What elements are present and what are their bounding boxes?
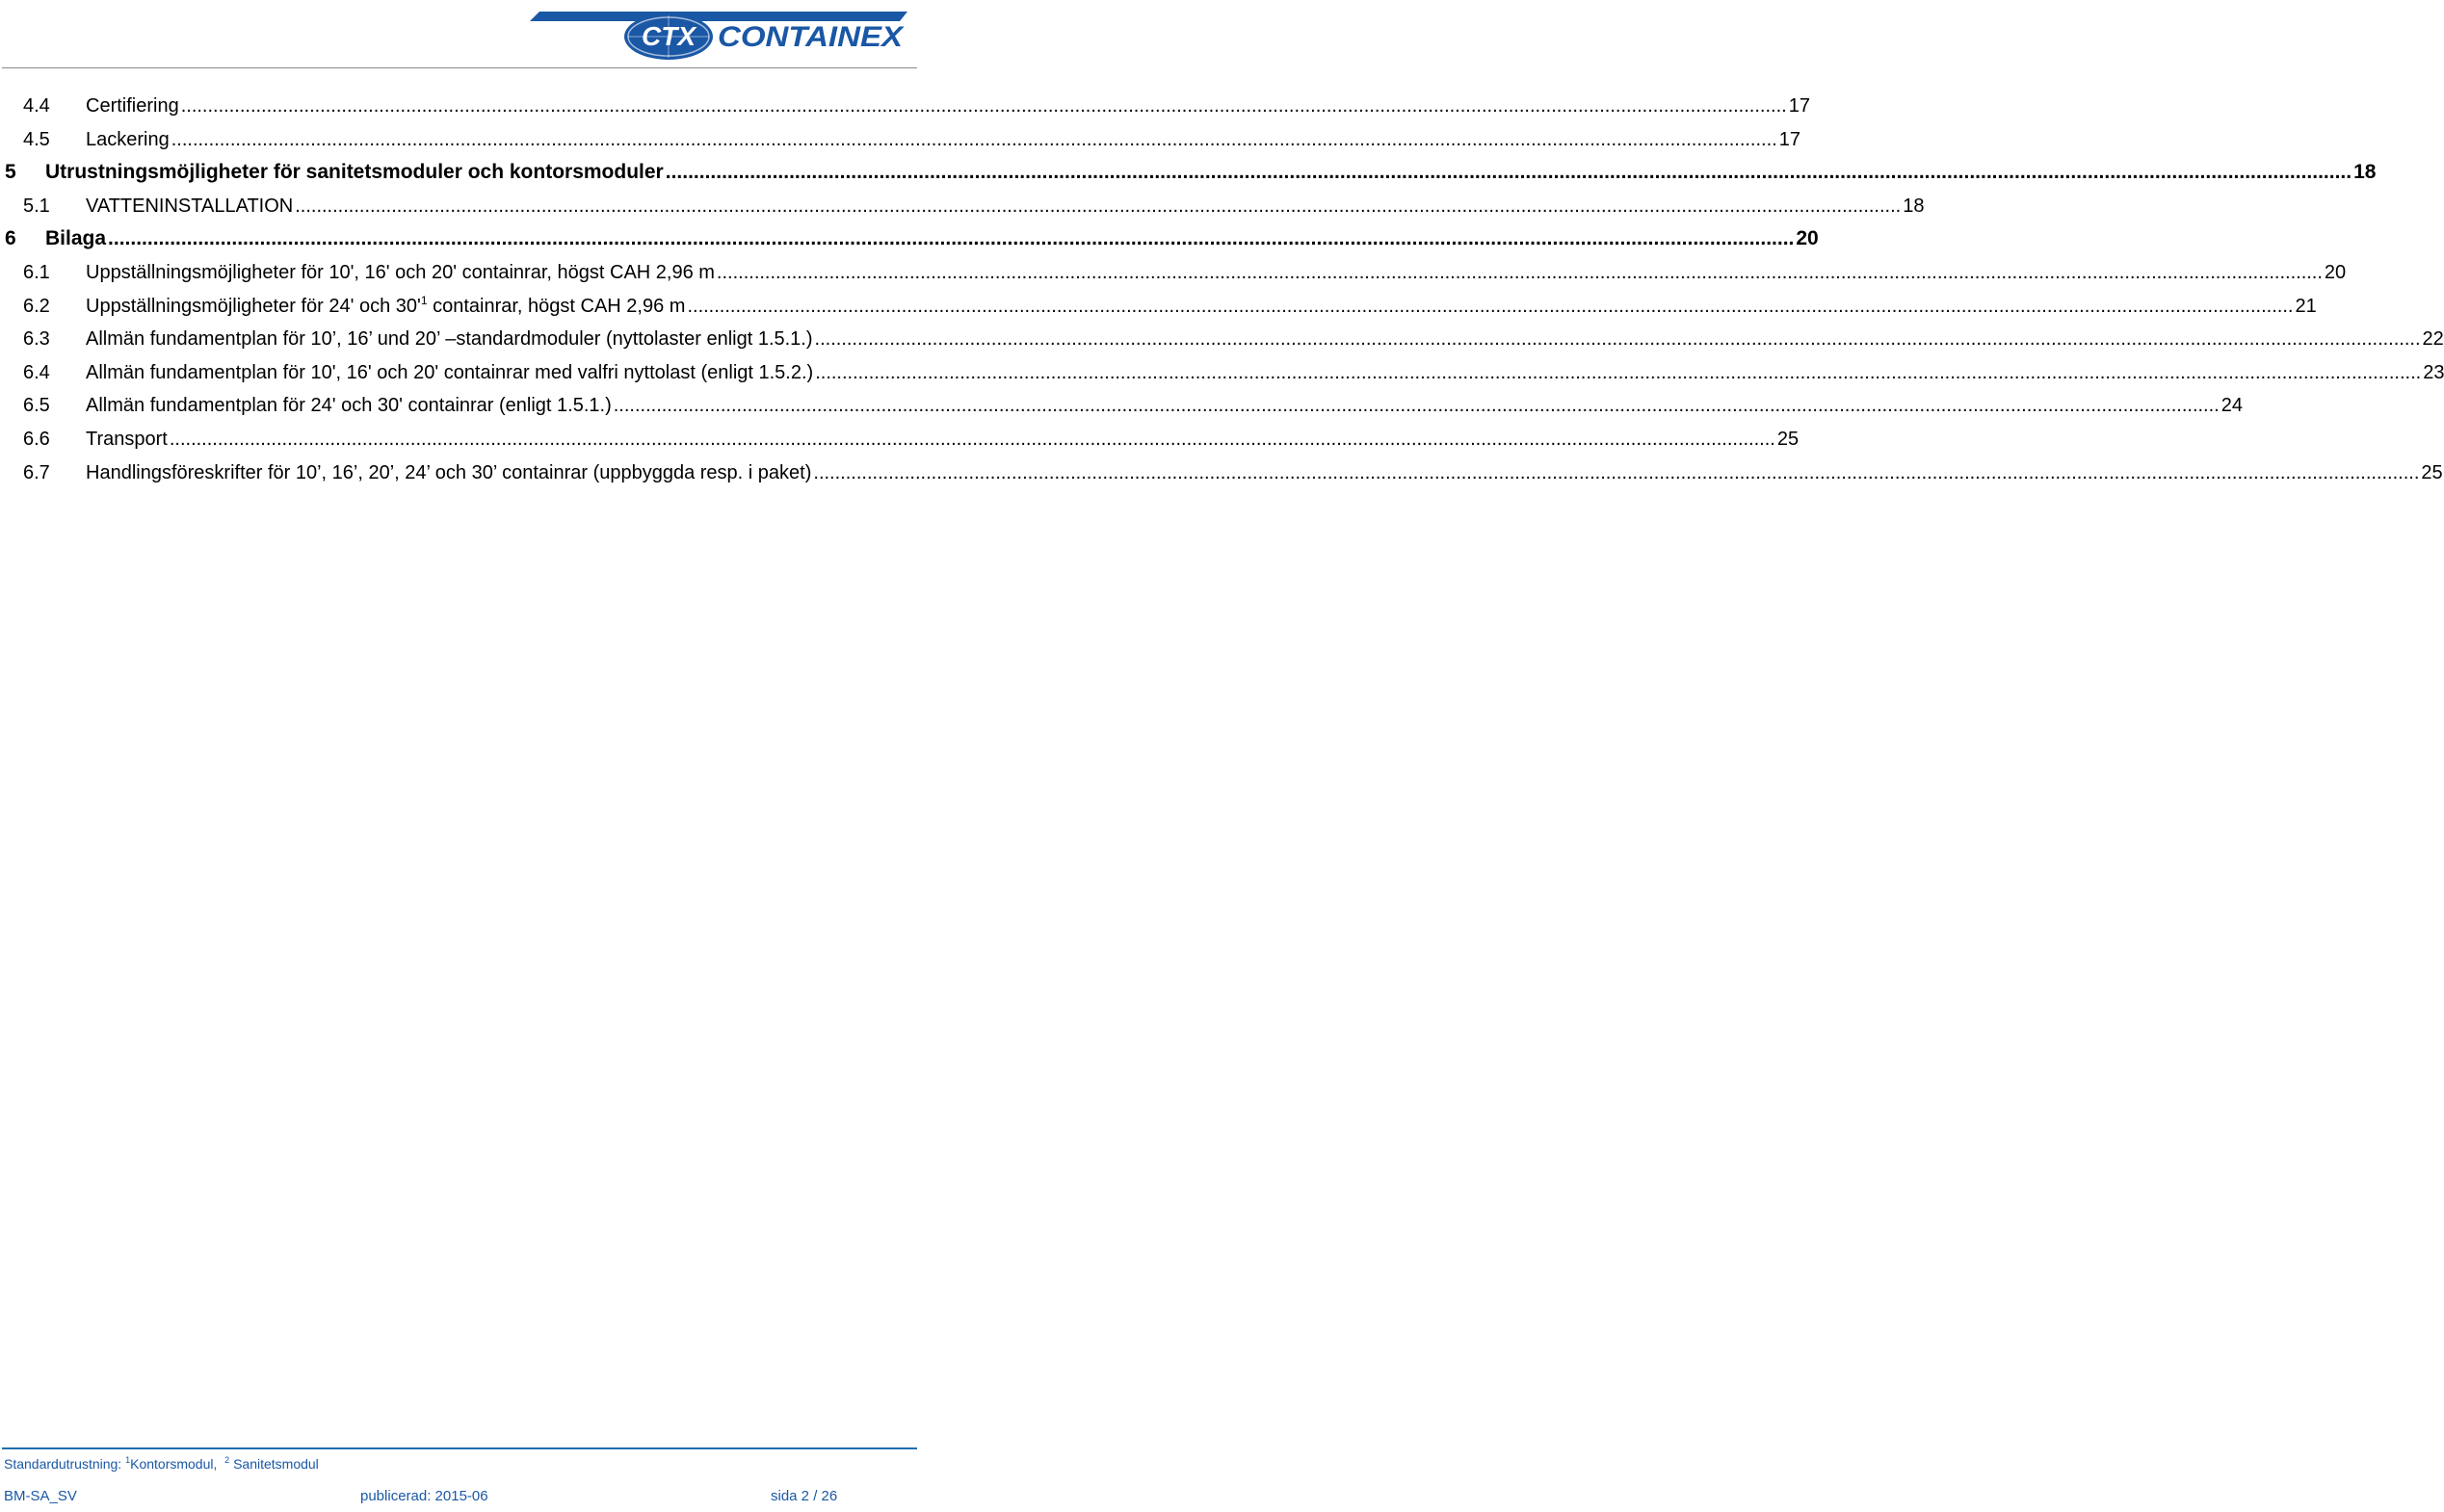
toc-entry[interactable]	[0, 256, 2347, 290]
footnote-sup-2: 2	[224, 1455, 230, 1465]
footnote-sup-1: 1	[125, 1455, 131, 1465]
footnote	[4, 1456, 319, 1472]
toc-entry-number: 6.2	[23, 295, 50, 317]
toc-entry[interactable]	[0, 456, 2443, 490]
toc-entry-page: 21	[2295, 295, 2317, 317]
toc-entry-title-text: Bilaga	[45, 227, 107, 250]
toc-entry[interactable]	[0, 190, 1925, 223]
toc-entry-number: 6.4	[23, 361, 50, 383]
logo-ctx-text: CTX	[642, 21, 696, 51]
toc-entry[interactable]	[0, 389, 2243, 423]
toc-entry-title-text: VATTENINSTALLATION	[86, 195, 294, 217]
toc-dot-leader: ............................................................................................................................................................................................................................................................................................................	[665, 161, 2352, 184]
toc-dot-leader: ............................................................................................................................................................................................................................................................................................................	[169, 428, 1775, 450]
toc-entry[interactable]	[0, 90, 1810, 123]
toc-entry-number: 6.7	[23, 461, 50, 483]
table-of-contents	[0, 90, 2444, 489]
toc-entry-title-text: Handlingsföreskrifter för 10’, 16’, 20’, 24’ och 30’ containrar (uppbyggda resp. i paket)	[86, 461, 812, 483]
toc-dot-leader: ............................................................................................................................................................................................................................................................................................................	[295, 195, 1902, 217]
footnote-text-1: Kontorsmodul,	[130, 1456, 218, 1472]
footnote-label: Standardutrustning:	[4, 1456, 122, 1472]
page-number: sida 2 / 26	[771, 1488, 838, 1504]
toc-entry[interactable]	[0, 290, 2317, 324]
toc-entry-title-text: Lackering	[86, 128, 170, 150]
toc-dot-leader: ............................................................................................................................................................................................................................................................................................................	[814, 328, 2421, 351]
toc-entry-title	[86, 295, 685, 318]
toc-entry-number: 6	[5, 227, 16, 250]
toc-entry-title	[86, 261, 715, 284]
toc-entry-number: 4.5	[23, 128, 50, 150]
toc-entry-title-text: Allmän fundamentplan för 24' och 30' containrar (enligt 1.5.1.)	[86, 395, 612, 417]
toc-entry-title	[86, 94, 179, 117]
toc-dot-leader: ............................................................................................................................................................................................................................................................................................................	[108, 227, 1795, 250]
toc-entry-title-continued: containrar, högst CAH 2,96 m	[427, 295, 686, 317]
toc-entry[interactable]	[0, 156, 2377, 190]
logo-brand-text: CONTAINEX	[718, 21, 906, 53]
toc-entry-page: 22	[2422, 328, 2444, 351]
toc-entry-page: 25	[1776, 428, 1800, 450]
toc-entry-number: 5	[5, 161, 16, 184]
publish-date: publicerad: 2015-06	[360, 1488, 488, 1504]
toc-entry[interactable]	[0, 222, 1819, 256]
toc-entry-title	[86, 195, 293, 218]
toc-dot-leader: ............................................................................................................................................................................................................................................................................................................	[613, 395, 2220, 417]
toc-entry-title	[86, 394, 612, 417]
toc-entry-page: 18	[1903, 195, 1925, 217]
toc-entry-title	[45, 227, 106, 250]
toc-entry-title	[86, 128, 170, 151]
toc-dot-leader: ............................................................................................................................................................................................................................................................................................................	[815, 361, 2422, 383]
toc-entry-number: 6.5	[23, 395, 50, 417]
toc-entry-page: 18	[2353, 161, 2377, 184]
toc-entry-title-text: Utrustningsmöjligheter för sanitetsmoduler och kontorsmoduler	[45, 161, 664, 184]
footer-divider	[2, 1447, 917, 1449]
toc-dot-leader: ............................................................................................................................................................................................................................................................................................................	[171, 128, 1777, 150]
toc-entry-footnote-ref: 1	[420, 293, 428, 307]
toc-dot-leader: ............................................................................................................................................................................................................................................................................................................	[813, 461, 2420, 483]
toc-entry-number: 6.6	[23, 428, 50, 450]
toc-entry-page: 20	[2324, 261, 2347, 283]
document-id: BM-SA_SV	[4, 1488, 77, 1504]
toc-entry-number: 4.4	[23, 95, 50, 117]
toc-entry-title	[45, 161, 664, 184]
toc-dot-leader: ............................................................................................................................................................................................................................................................................................................	[716, 261, 2323, 283]
toc-entry-title-text: Transport	[86, 428, 168, 450]
footnote-text-2: Sanitetsmodul	[233, 1456, 319, 1472]
toc-entry-title-text: Uppställningsmöjligheter för 10', 16' och 20' containrar, högst CAH 2,96 m	[86, 261, 715, 283]
toc-entry-page: 20	[1796, 227, 1819, 250]
toc-entry-page: 24	[2221, 395, 2243, 417]
toc-entry-title-text: Allmän fundamentplan för 10', 16' och 20' containrar med valfri nyttolast (enligt 1.5.2.)	[86, 361, 814, 383]
toc-dot-leader: ............................................................................................................................................................................................................................................................................................................	[180, 95, 1787, 117]
header-divider	[2, 67, 917, 68]
toc-entry-title	[86, 327, 813, 351]
toc-entry-title-text: Uppställningsmöjligheter för 24' och 30'	[86, 295, 421, 317]
toc-entry[interactable]	[0, 123, 1800, 157]
toc-entry-number: 5.1	[23, 195, 50, 217]
toc-entry-title	[86, 361, 813, 384]
toc-entry-number: 6.3	[23, 328, 50, 351]
toc-entry[interactable]	[0, 323, 2444, 356]
toc-entry[interactable]	[0, 356, 2444, 390]
toc-entry-page: 25	[2421, 461, 2443, 483]
toc-entry-number: 6.1	[23, 261, 50, 283]
toc-entry-title-text: Allmän fundamentplan för 10’, 16’ und 20’ –standardmoduler (nyttolaster enligt 1.5.1.)	[86, 328, 813, 351]
toc-entry-title	[86, 461, 811, 484]
toc-entry-page: 23	[2423, 361, 2444, 383]
toc-entry[interactable]	[0, 423, 1800, 456]
toc-dot-leader: ............................................................................................................................................................................................................................................................................................................	[687, 295, 2294, 317]
toc-entry-title-text: Certifiering	[86, 95, 179, 117]
page-header	[0, 0, 925, 69]
toc-entry-title	[86, 428, 168, 451]
containex-logo	[522, 10, 907, 62]
toc-entry-page: 17	[1788, 95, 1810, 117]
toc-entry-page: 17	[1778, 128, 1800, 150]
